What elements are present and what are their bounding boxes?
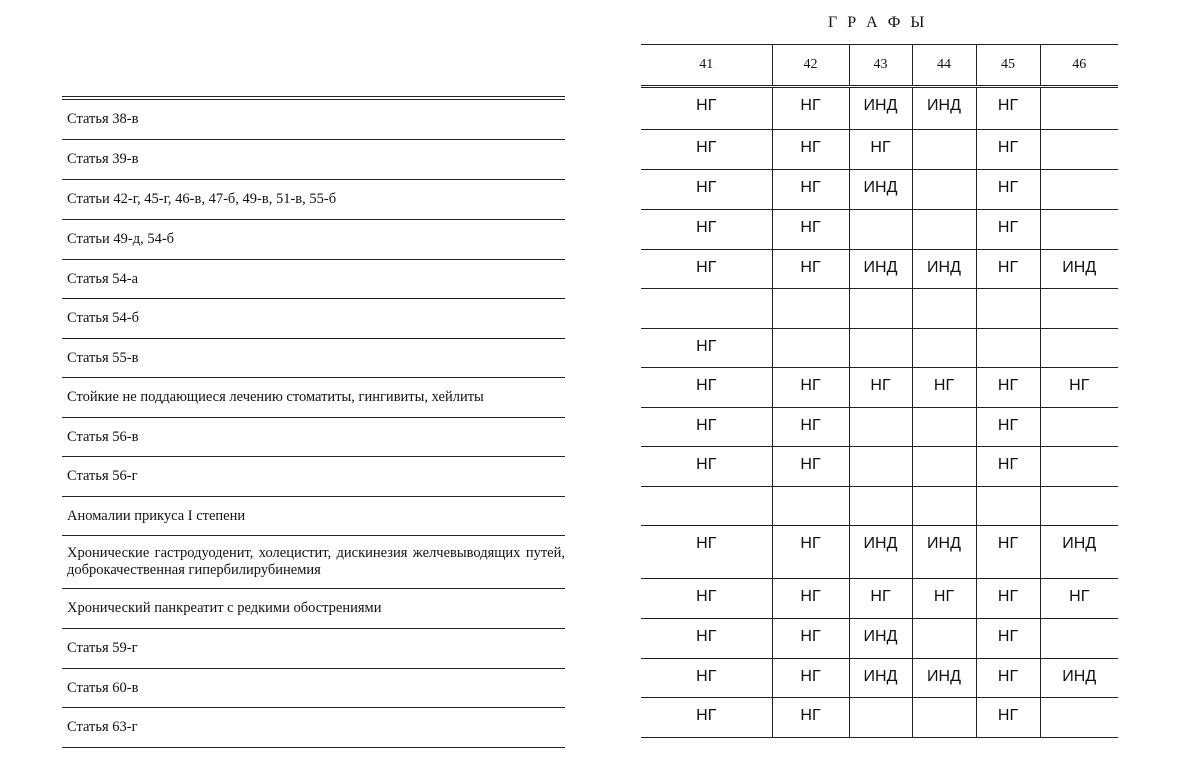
table-cell: ИНД — [849, 619, 912, 659]
table-cell: ИНД — [1040, 659, 1118, 698]
table-cell — [1040, 170, 1118, 210]
column-header: 44 — [912, 45, 976, 87]
table-cell: ИНД — [912, 526, 976, 579]
table-cell — [1040, 289, 1118, 329]
table-row — [641, 329, 1118, 368]
table-cell: НГ — [641, 329, 772, 368]
condition-label: Статья 56-в — [67, 428, 139, 445]
condition-row — [62, 418, 565, 457]
table-cell — [1040, 698, 1118, 738]
table-cell: НГ — [641, 526, 772, 579]
table-cell — [1040, 130, 1118, 170]
table-row — [641, 289, 1118, 329]
graphs-table — [641, 44, 1118, 738]
table-row — [641, 698, 1118, 738]
table-cell: ИНД — [912, 87, 976, 130]
table-row — [641, 447, 1118, 487]
condition-row — [62, 708, 565, 748]
table-cell: НГ — [772, 368, 849, 408]
condition-label: Статья 39-в — [67, 151, 139, 167]
condition-row — [62, 140, 565, 180]
table-row — [641, 526, 1118, 579]
column-header: 45 — [976, 45, 1040, 87]
conditions-list — [62, 96, 565, 748]
table-cell — [1040, 210, 1118, 250]
condition-label: Статья 59-г — [67, 640, 138, 656]
condition-label: Статья 54-б — [67, 310, 140, 326]
table-cell: НГ — [641, 210, 772, 250]
table-cell: НГ — [772, 698, 849, 738]
table-row — [641, 579, 1118, 619]
condition-label: Статья 60-в — [67, 679, 139, 696]
top-double-rule — [62, 96, 565, 97]
condition-label: Статья 56-г — [67, 468, 138, 484]
condition-row — [62, 536, 565, 589]
table-row — [641, 250, 1118, 289]
condition-row — [62, 220, 565, 260]
table-cell — [849, 210, 912, 250]
condition-row — [62, 629, 565, 669]
table-cell: НГ — [1040, 368, 1118, 408]
table-cell: НГ — [772, 210, 849, 250]
table-cell: НГ — [976, 447, 1040, 487]
table-cell — [912, 170, 976, 210]
table-row — [641, 368, 1118, 408]
table-row — [641, 619, 1118, 659]
table-cell: НГ — [976, 408, 1040, 447]
column-header: 42 — [772, 45, 849, 87]
table-cell — [849, 698, 912, 738]
table-cell — [1040, 408, 1118, 447]
table-cell: НГ — [641, 659, 772, 698]
table-row — [641, 487, 1118, 526]
condition-row — [62, 497, 565, 536]
table-cell: НГ — [641, 368, 772, 408]
table-cell — [1040, 619, 1118, 659]
table-cell — [912, 698, 976, 738]
table-cell: НГ — [976, 250, 1040, 289]
condition-label: Статьи 49-д, 54-б — [67, 231, 175, 247]
table-cell: НГ — [772, 579, 849, 619]
table-cell: НГ — [976, 130, 1040, 170]
table-cell: НГ — [641, 170, 772, 210]
table-row — [641, 408, 1118, 447]
table-cell: НГ — [976, 87, 1040, 130]
table-cell — [772, 487, 849, 526]
table-cell: НГ — [641, 579, 772, 619]
table-cell — [976, 289, 1040, 329]
table-cell — [849, 408, 912, 447]
condition-row — [62, 299, 565, 339]
condition-label: Хронический панкреатит с редкими обострениями — [67, 600, 382, 616]
table-cell — [849, 447, 912, 487]
table-cell: НГ — [912, 579, 976, 619]
table-row — [641, 130, 1118, 170]
table-cell: НГ — [641, 698, 772, 738]
table-cell — [912, 487, 976, 526]
table-cell — [772, 289, 849, 329]
condition-label: Статьи 42-г, 45-г, 46-в, 47-б, 49-в, 51-в, 55-б — [67, 191, 337, 207]
table-cell: ИНД — [1040, 526, 1118, 579]
table-cell: НГ — [976, 698, 1040, 738]
table-cell: НГ — [772, 170, 849, 210]
table-cell: НГ — [641, 619, 772, 659]
table-cell — [976, 329, 1040, 368]
column-header: 41 — [641, 45, 772, 87]
table-cell: ИНД — [912, 250, 976, 289]
condition-row — [62, 457, 565, 497]
table-cell: НГ — [976, 619, 1040, 659]
table-cell — [1040, 329, 1118, 368]
table-cell: НГ — [772, 87, 849, 130]
table-cell: НГ — [772, 659, 849, 698]
table-cell: НГ — [772, 526, 849, 579]
table-cell — [976, 487, 1040, 526]
table-cell: НГ — [772, 250, 849, 289]
table-cell — [849, 487, 912, 526]
table-cell: НГ — [772, 130, 849, 170]
table-cell: НГ — [976, 368, 1040, 408]
condition-label: Хронические гастродуоденит, холецистит, дискинезия желчевыводящих путей, доброкачественная гипербилирубинемия — [67, 545, 565, 578]
table-cell: НГ — [772, 447, 849, 487]
table-cell — [1040, 447, 1118, 487]
table-row — [641, 210, 1118, 250]
table-cell: НГ — [772, 619, 849, 659]
table-cell: ИНД — [849, 250, 912, 289]
table-row — [641, 659, 1118, 698]
table-cell: НГ — [641, 447, 772, 487]
graphs-title: Г Р А Ф Ы — [828, 14, 928, 31]
table-cell: НГ — [641, 130, 772, 170]
table-cell: НГ — [1040, 579, 1118, 619]
table-cell — [912, 210, 976, 250]
table-cell — [772, 329, 849, 368]
table-cell — [849, 329, 912, 368]
table-cell — [849, 289, 912, 329]
table-cell: ИНД — [849, 87, 912, 130]
table-cell: НГ — [849, 368, 912, 408]
column-header: 43 — [849, 45, 912, 87]
table-cell: НГ — [912, 368, 976, 408]
table-cell: НГ — [641, 408, 772, 447]
table-cell: НГ — [976, 579, 1040, 619]
table-cell: НГ — [641, 87, 772, 130]
condition-row — [62, 378, 565, 418]
condition-row — [62, 100, 565, 140]
table-row — [641, 170, 1118, 210]
condition-label: Статья 63-г — [67, 719, 138, 735]
condition-label: Аномалии прикуса I степени — [67, 507, 246, 524]
table-cell: ИНД — [849, 170, 912, 210]
table-cell — [912, 130, 976, 170]
column-header: 46 — [1040, 45, 1118, 87]
condition-row — [62, 180, 565, 220]
table-cell: НГ — [976, 210, 1040, 250]
table-cell: ИНД — [849, 659, 912, 698]
table-cell: ИНД — [849, 526, 912, 579]
table-header-row — [641, 45, 1118, 87]
table-cell — [912, 619, 976, 659]
table-cell — [912, 408, 976, 447]
table-cell: ИНД — [912, 659, 976, 698]
table-cell: НГ — [976, 659, 1040, 698]
table-cell — [912, 289, 976, 329]
table-cell — [641, 289, 772, 329]
condition-row — [62, 589, 565, 629]
table-cell — [912, 447, 976, 487]
condition-label: Статья 38-в — [67, 111, 139, 127]
condition-label: Стойкие не поддающиеся лечению стоматиты, гингивиты, хейлиты — [67, 389, 484, 405]
table-cell — [641, 487, 772, 526]
table-cell: НГ — [772, 408, 849, 447]
condition-row — [62, 339, 565, 378]
condition-label: Статья 54-а — [67, 270, 139, 287]
table-cell: НГ — [641, 250, 772, 289]
table-cell: НГ — [849, 130, 912, 170]
table-cell — [1040, 487, 1118, 526]
table-cell: НГ — [976, 170, 1040, 210]
condition-label: Статья 55-в — [67, 349, 139, 366]
table-cell — [912, 329, 976, 368]
condition-row — [62, 669, 565, 708]
condition-row — [62, 260, 565, 299]
table-cell: НГ — [849, 579, 912, 619]
table-cell: НГ — [976, 526, 1040, 579]
table-cell — [1040, 87, 1118, 130]
table-row — [641, 87, 1118, 130]
table-cell: ИНД — [1040, 250, 1118, 289]
